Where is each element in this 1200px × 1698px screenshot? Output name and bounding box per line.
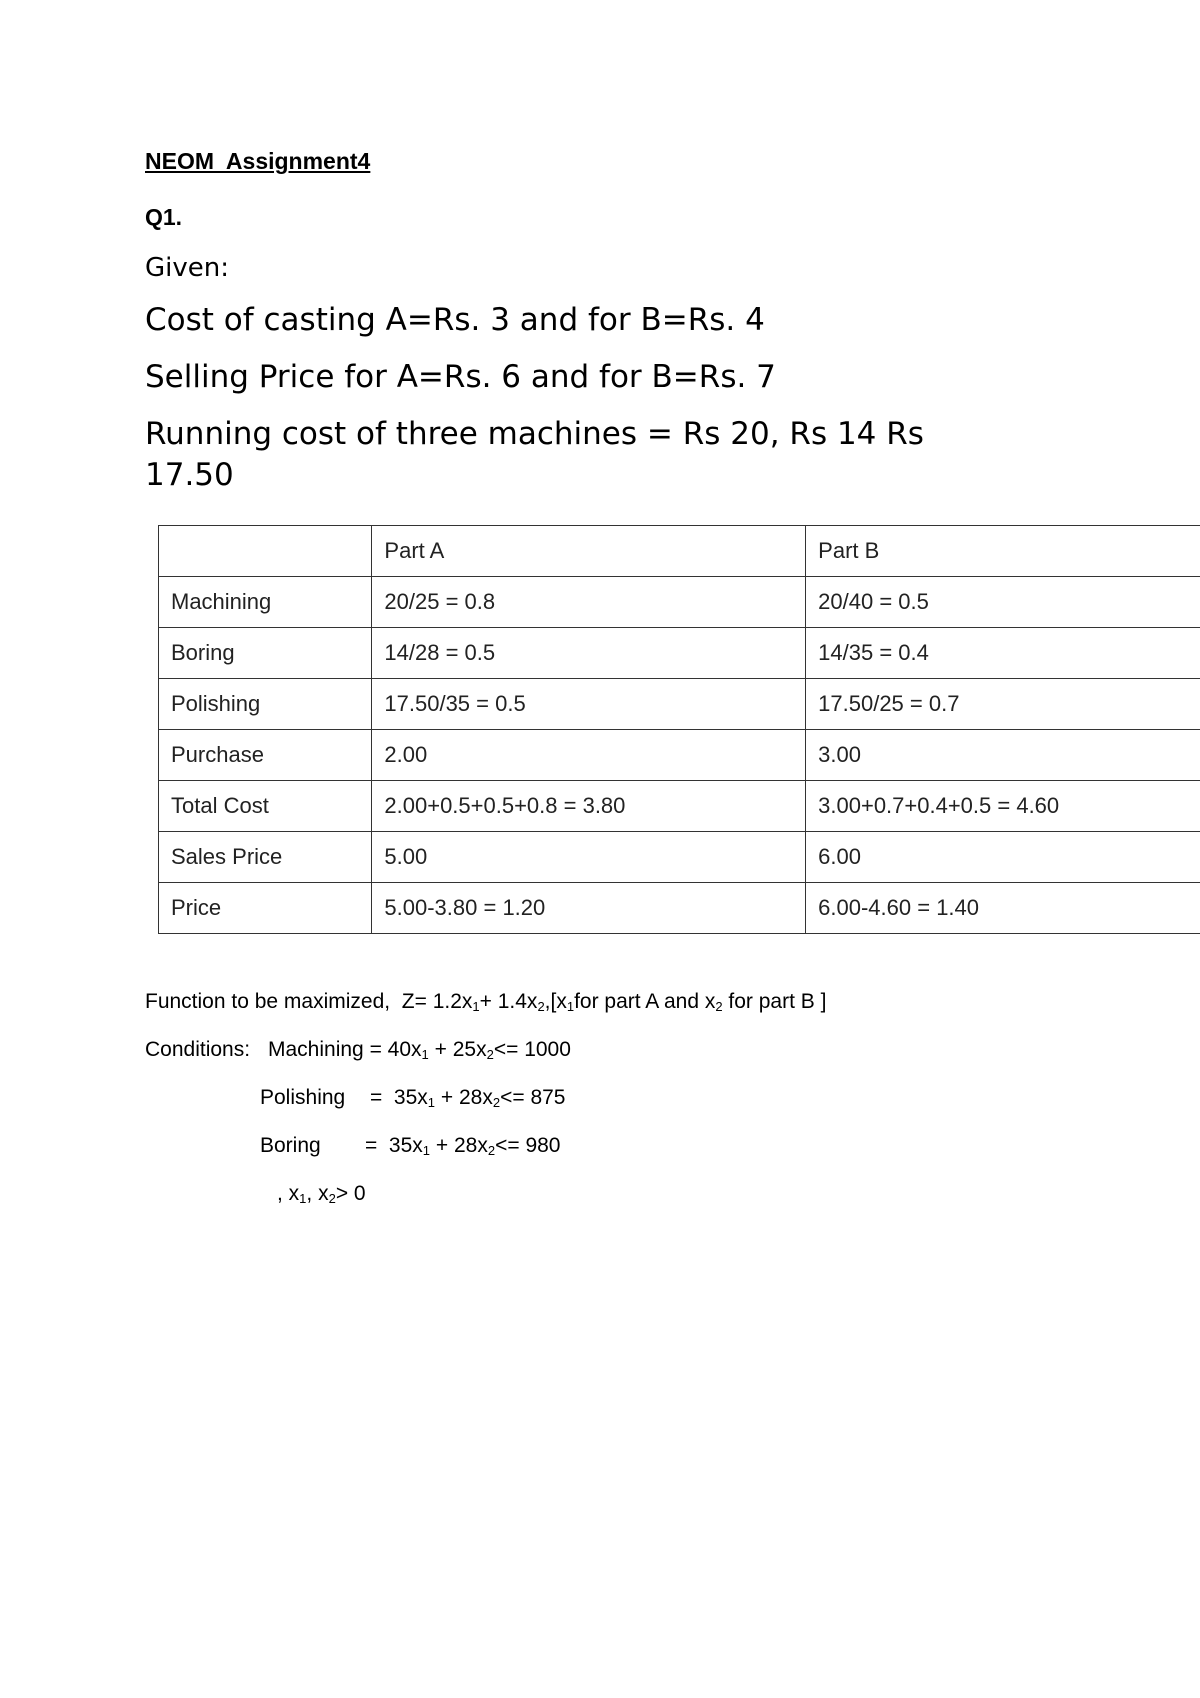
constraint-text: = 35x <box>370 1086 428 1109</box>
table-header-cell <box>159 526 372 577</box>
table-header-row <box>159 526 1200 577</box>
objective-text: ,[x <box>544 990 567 1013</box>
table-row-label: Machining <box>159 577 372 628</box>
subscript: 1 <box>566 999 575 1014</box>
boring-constraint <box>365 1134 560 1158</box>
table-cell: 6.00 <box>806 832 1200 883</box>
constraint-text: = 40x <box>369 1038 422 1061</box>
table-row-label: Purchase <box>159 730 372 781</box>
constraint-text: <= 980 <box>495 1134 561 1157</box>
question-label: Q1. <box>145 204 183 230</box>
subscript: 1 <box>472 999 480 1014</box>
table-row-label: Boring <box>159 628 372 679</box>
selling-price-line: Selling Price for A=Rs. 6 and for B=Rs. 7 <box>145 359 776 395</box>
subscript: 2 <box>537 999 545 1014</box>
conditions-label: Conditions: <box>145 1038 251 1061</box>
constraint-text: , x <box>277 1182 300 1205</box>
document-title: NEOM Assignment4 <box>145 148 371 174</box>
subscript: 2 <box>492 1095 501 1110</box>
constraint-text: , x <box>306 1182 329 1205</box>
table-cell: 6.00-4.60 = 1.40 <box>806 883 1200 934</box>
table-cell: 3.00 <box>806 730 1200 781</box>
table-row <box>159 832 1200 883</box>
table-row-label: Total Cost <box>159 781 372 832</box>
constraint-label: Machining <box>268 1038 364 1061</box>
constraint-text: <= 875 <box>500 1086 566 1109</box>
table-row <box>159 577 1200 628</box>
table-cell: 14/28 = 0.5 <box>372 628 806 679</box>
subscript: 1 <box>421 1047 429 1062</box>
table-cell: 14/35 = 0.4 <box>806 628 1200 679</box>
table-cell: 17.50/35 = 0.5 <box>372 679 806 730</box>
polishing-constraint <box>370 1086 565 1110</box>
subscript: 1 <box>422 1143 431 1158</box>
polishing-label: Polishing <box>260 1086 346 1109</box>
objective-text: Function to be maximized, Z= 1.2x <box>145 990 473 1013</box>
table-cell: 20/40 = 0.5 <box>806 577 1200 628</box>
objective-text: for part A and x <box>574 990 716 1013</box>
table-row <box>159 730 1200 781</box>
subscript: 2 <box>486 1047 494 1062</box>
subscript: 1 <box>299 1191 307 1206</box>
subscript: 2 <box>487 1143 496 1158</box>
boring-label: Boring <box>260 1134 321 1157</box>
constraint-text: + 28x <box>435 1134 488 1157</box>
table-cell: 3.00+0.7+0.4+0.5 = 4.60 <box>806 781 1200 832</box>
constraint-text: > 0 <box>335 1182 366 1205</box>
nonnegativity-constraint <box>277 1182 366 1206</box>
table-cell: 2.00 <box>372 730 806 781</box>
table-row <box>159 679 1200 730</box>
table-row-label: Sales Price <box>159 832 372 883</box>
table-cell: 2.00+0.5+0.5+0.8 = 3.80 <box>372 781 806 832</box>
running-cost-line: Running cost of three machines = Rs 20, Rs 14 Rs 17.50 <box>145 416 924 493</box>
table-cell: 17.50/25 = 0.7 <box>806 679 1200 730</box>
constraint-text: <= 1000 <box>493 1038 571 1061</box>
subscript: 2 <box>328 1191 336 1206</box>
table-row <box>159 781 1200 832</box>
subscript: 1 <box>427 1095 436 1110</box>
table-cell: 5.00-3.80 = 1.20 <box>372 883 806 934</box>
table-cell: 20/25 = 0.8 <box>372 577 806 628</box>
constraint-text: = 35x <box>365 1134 423 1157</box>
table-row-label: Price <box>159 883 372 934</box>
subscript: 2 <box>715 999 723 1014</box>
casting-cost-line: Cost of casting A=Rs. 3 and for B=Rs. 4 <box>145 302 765 338</box>
table-header-cell: Part A <box>372 526 806 577</box>
objective-text: for part B ] <box>722 990 827 1013</box>
cost-table <box>158 525 1200 934</box>
table-row <box>159 628 1200 679</box>
table-row <box>159 883 1200 934</box>
table-cell: 5.00 <box>372 832 806 883</box>
constraint-text: + 25x <box>434 1038 487 1061</box>
machining-constraint <box>268 1038 571 1062</box>
table-row-label: Polishing <box>159 679 372 730</box>
table-header-cell: Part B <box>806 526 1200 577</box>
constraint-text: + 28x <box>440 1086 493 1109</box>
given-label: Given: <box>145 253 229 283</box>
objective-text: + 1.4x <box>479 990 538 1013</box>
objective-function <box>145 990 826 1014</box>
